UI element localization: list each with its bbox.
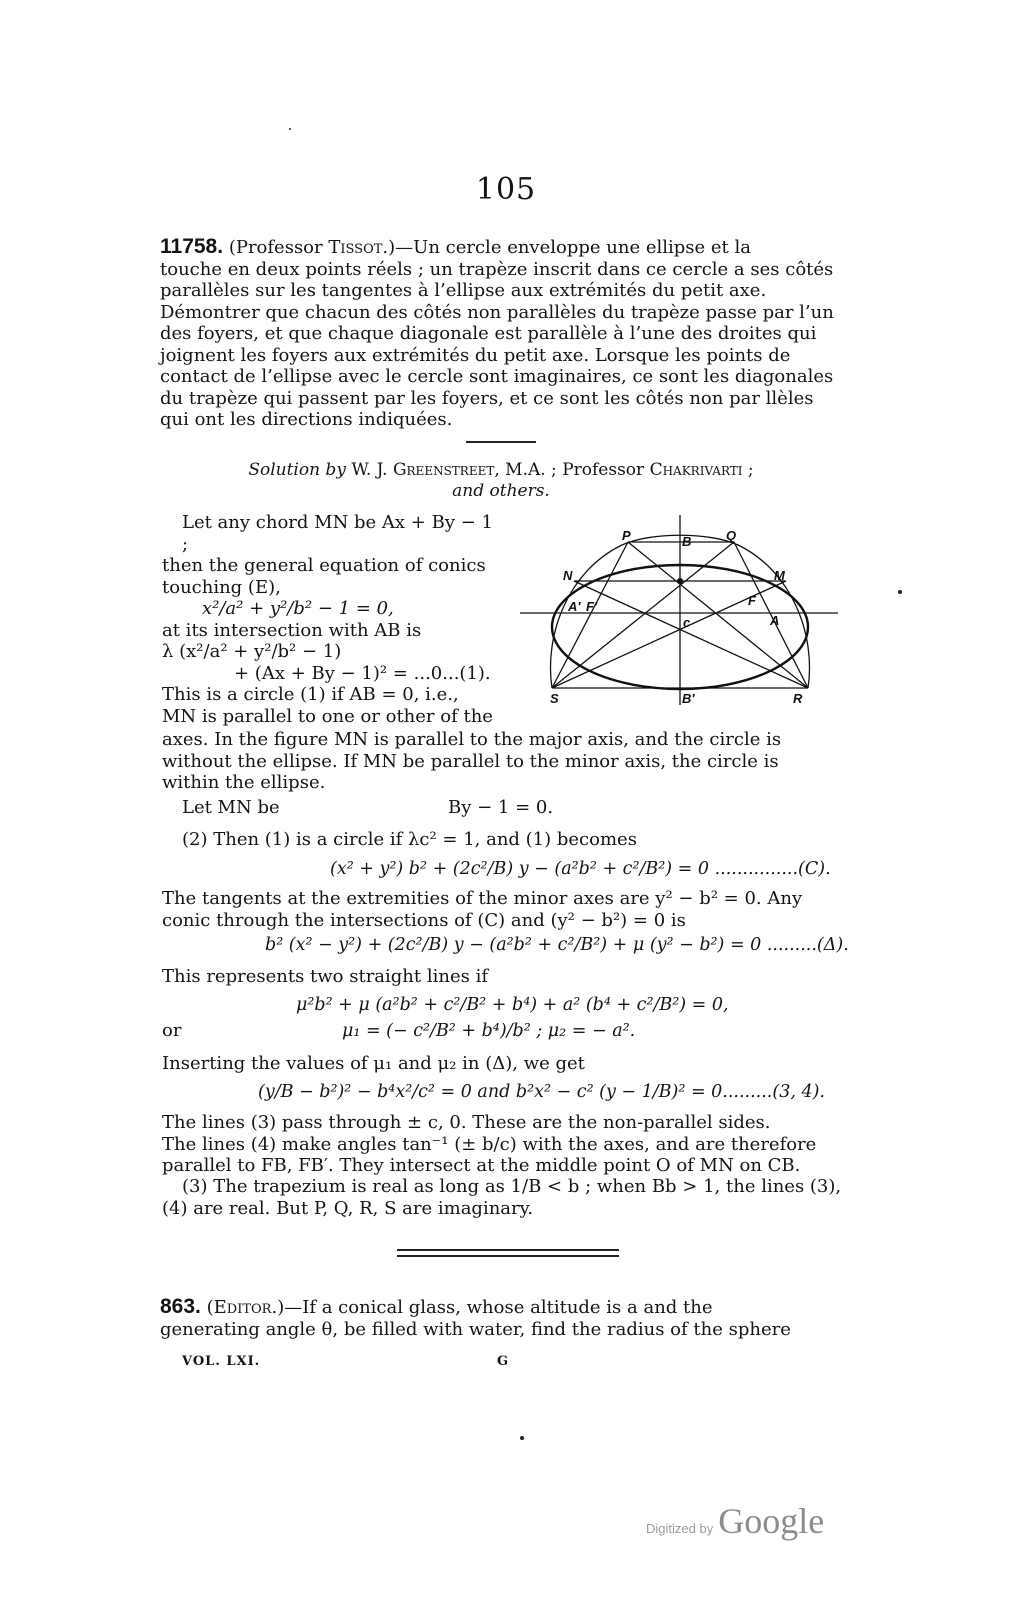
label-f: F (748, 593, 756, 608)
question-text-line: joignent les foyers aux extrémités du petit axe. Lorsque les points de (160, 344, 791, 366)
solution-others: and others. (452, 481, 550, 501)
label-f-prime: F′ (586, 599, 598, 614)
label-r: R (793, 691, 803, 706)
divider-short (466, 441, 536, 443)
solver-degree: , M.A. ; Professor (494, 460, 650, 480)
question-text-line: —If a conical glass, whose altitude is a and the (284, 1297, 713, 1318)
label-n: N (563, 568, 573, 583)
text-line: The tangents at the extremities of the minor axes are y² − b² = 0. Any (162, 888, 803, 909)
question-text-line: contact de l’ellipse avec le cercle sont imaginaires, ce sont les diagonales (160, 366, 834, 387)
label-c: c (683, 615, 691, 630)
equation-line: + (Ax + By − 1)² = ...0...(1). (234, 662, 491, 684)
lines-paragraph (162, 1112, 842, 1177)
point-o (677, 578, 683, 584)
equation-delta: b² (x² − y²) + (2c²/B) y − (a²b² + c²/B²) + μ (y² − b²) = 0 .........(Δ). (265, 935, 849, 955)
page-number: 105 (475, 172, 537, 207)
label-b-prime: B′ (682, 691, 695, 706)
signature-mark: G (497, 1354, 510, 1369)
label-m: M (774, 568, 785, 583)
question-author: Tissot (328, 237, 383, 258)
question-text-line: du trapèze qui passent par les foyers, et ce sont les côtés non par llèles (160, 387, 814, 409)
equation-c: (x² + y²) b² + (2c²/B) y − (a²b² + c²/B²) = 0 ...............(C). (330, 859, 831, 879)
two-lines-text: This represents two straight lines if (162, 966, 488, 987)
question-text-line: qui ont les directions indiquées. (160, 409, 453, 430)
body-paragraph (162, 729, 842, 794)
inserting-text: Inserting the values of μ₁ and μ₂ in (Δ), we get (162, 1053, 585, 1074)
let-mn-text: Let MN be (182, 797, 280, 818)
text-line: (4) are real. But P, Q, R, S are imaginary. (162, 1197, 534, 1219)
question-number: 11758. (160, 235, 224, 258)
question-number: 863. (160, 1295, 201, 1318)
question-863-first-line (160, 1296, 842, 1319)
google-logo: Google (718, 1501, 825, 1541)
label-a: A (770, 613, 780, 628)
text-line: This is a circle (1) if AB = 0, i.e., (162, 684, 459, 705)
label-q: Q (726, 528, 737, 543)
speck (289, 128, 291, 130)
digitized-text: Digitized by (646, 1521, 714, 1536)
speck (520, 1436, 524, 1440)
equation-ellipse: x²/a² + y²/b² − 1 = 0, (202, 598, 394, 619)
question-text-line: des foyers, et que chaque diagonale est parallèle à l’une des droites qui (160, 323, 817, 344)
question-author-prefix: (Professor (228, 237, 329, 258)
question-11758 (160, 236, 842, 431)
solver-name-1: W. J. Greenstreet (351, 460, 495, 480)
tangents-paragraph (162, 888, 842, 931)
equation-mu: μ²b² + μ (a²b² + c²/B² + b⁴) + a² (b⁴ + c²/B²) = 0, (296, 995, 729, 1015)
equation-mu12: μ₁ = (− c²/B² + b⁴)/b² ; μ₂ = − a². (342, 1021, 636, 1041)
geometry-figure (510, 505, 850, 710)
step-2-text: (2) Then (1) is a circle if λc² = 1, and (1) becomes (182, 829, 637, 850)
question-11758-first-line (160, 236, 842, 259)
text-line: (3) The trapezium is real as long as 1/B < b ; when Bb > 1, the lines (3), (182, 1176, 842, 1197)
text-line: at its intersection with AB is (162, 619, 422, 641)
volume-footer: VOL. LXI. (182, 1354, 261, 1369)
left-column (162, 512, 502, 727)
question-text-line: touche en deux points réels ; un trapèze inscrit dans ce cercle a ses côtés (160, 258, 834, 280)
line-pr (628, 542, 808, 688)
question-author-suffix: .) (271, 1297, 285, 1318)
solver-end: ; (742, 460, 754, 480)
question-863 (160, 1296, 842, 1340)
label-p: P (622, 528, 631, 543)
question-author: Editor (213, 1297, 272, 1318)
line-qs (552, 542, 734, 688)
question-author-prefix: ( (206, 1297, 214, 1318)
text-line: parallel to FB, FB′. They intersect at the middle point O of MN on CB. (162, 1155, 801, 1176)
solution-by: Solution by (248, 460, 346, 480)
label-b: B (682, 534, 692, 549)
speck (898, 590, 902, 594)
question-text-line: Démontrer que chacun des côtés non parallèles du trapèze passe par l’un (160, 301, 834, 323)
step-3-paragraph (162, 1176, 842, 1219)
text-line: without the ellipse. If MN be parallel to the minor axis, the circle is (162, 750, 779, 772)
line-nr (574, 581, 808, 688)
question-text-line: parallèles sur les tangentes à l’ellipse aux extrémités du petit axe. (160, 280, 767, 301)
label-s: S (550, 691, 559, 706)
question-text-line: —Un cercle enveloppe une ellipse et la (395, 237, 751, 258)
question-text-line: generating angle θ, be filled with water, find the radius of the sphere (160, 1318, 791, 1340)
text-line: The lines (4) make angles tan⁻¹ (± b/c) with the axes, and are therefore (162, 1133, 817, 1155)
text-line: axes. In the figure MN is parallel to the major axis, and the circle is (162, 729, 782, 750)
text-line: then the general equation of conics (162, 555, 486, 576)
text-line: MN is parallel to one or other of the (162, 705, 493, 727)
equation-mn: By − 1 = 0. (448, 797, 554, 818)
question-author-suffix: .) (382, 237, 396, 258)
solver-name-2: Chakrivarti (649, 460, 743, 480)
equation-line: λ (x²/a² + y²/b² − 1) (162, 641, 342, 662)
text-line: The lines (3) pass through ± c, 0. These are the non-parallel sides. (162, 1112, 771, 1133)
label-a-prime: A′ (568, 599, 581, 614)
line-ps (552, 542, 628, 688)
text-line: conic through the intersections of (C) and (y² − b²) = 0 is (162, 909, 686, 931)
text-line: touching (E), (162, 576, 281, 598)
or-text: or (162, 1020, 182, 1041)
text-line: Let any chord MN be Ax + By − 1 ; (182, 512, 493, 555)
double-divider (397, 1249, 619, 1257)
text-line: within the ellipse. (162, 772, 326, 793)
solution-header (160, 460, 842, 502)
digitized-watermark (646, 1500, 824, 1542)
equation-3-4: (y/B − b²)² − b⁴x²/c² = 0 and b²x² − c² (y − 1/B)² = 0.........(3, 4). (258, 1082, 825, 1102)
